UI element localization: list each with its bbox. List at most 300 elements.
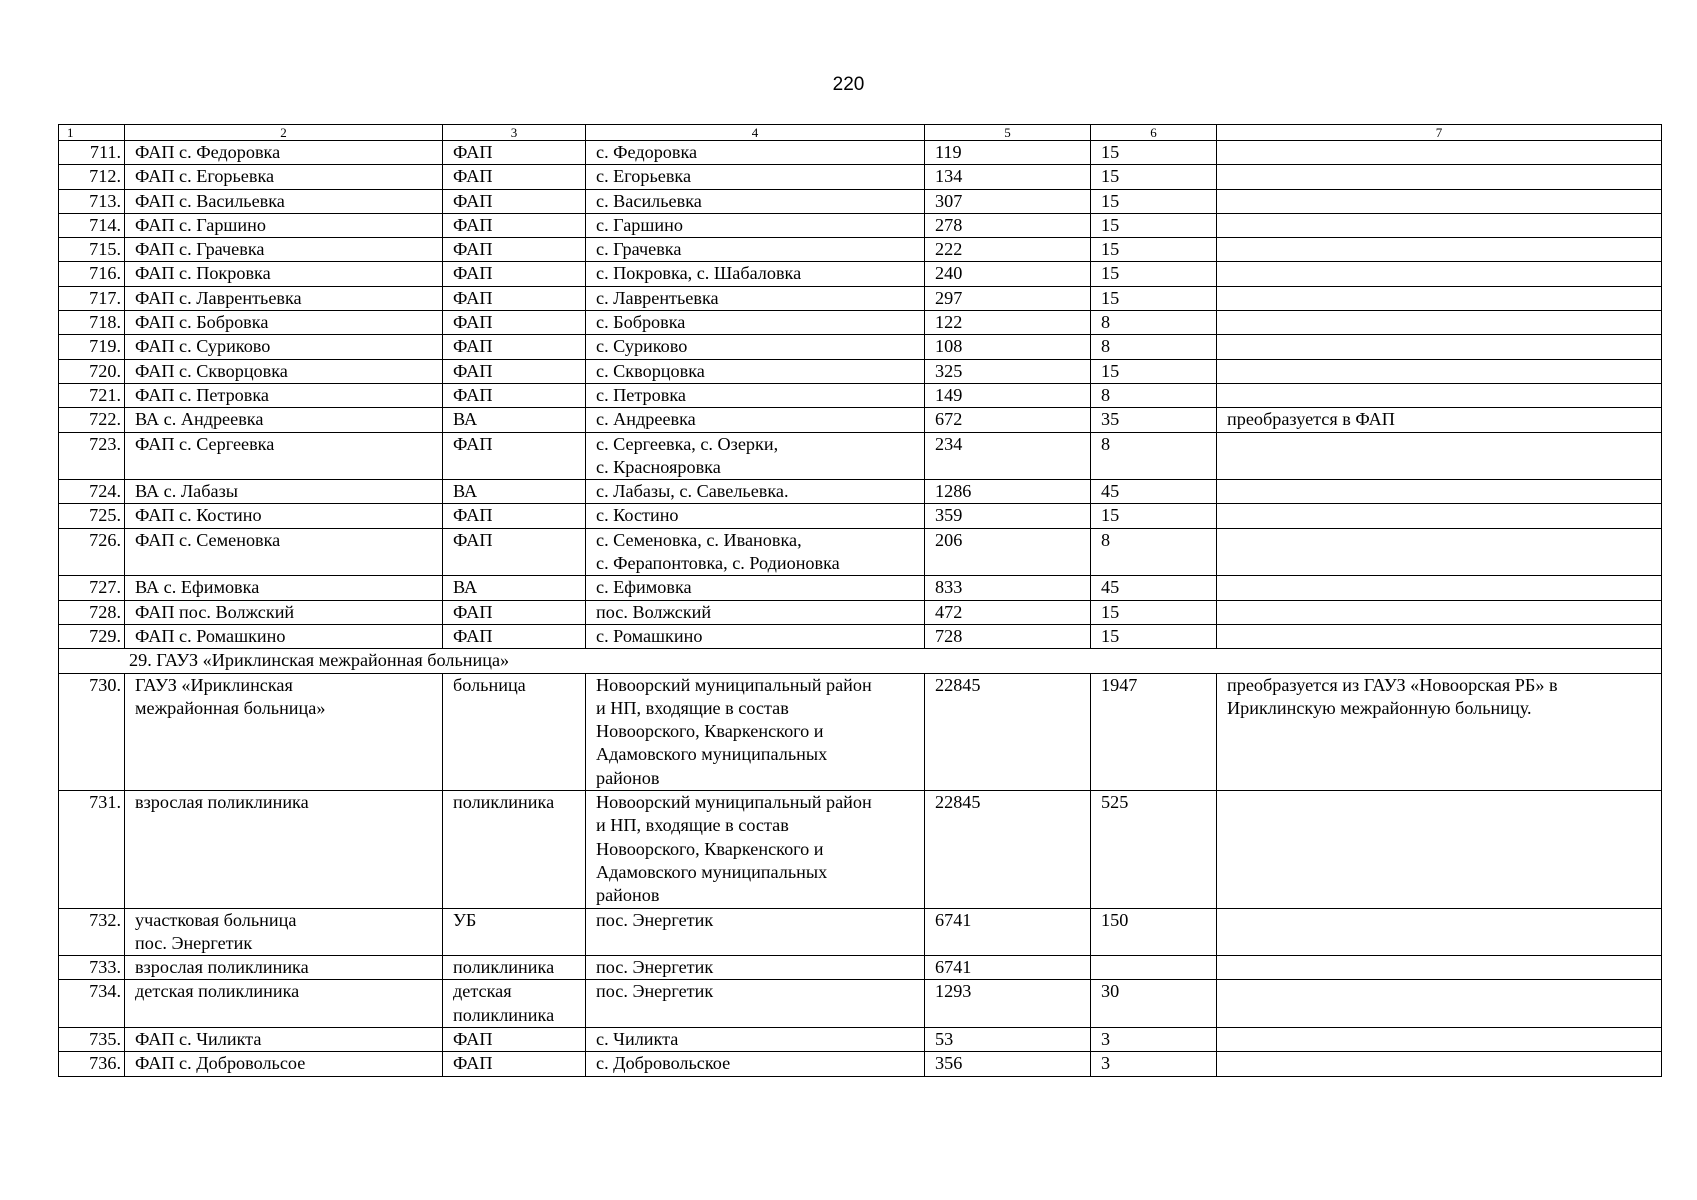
facility-name-line: ФАП с. Грачевка (135, 239, 265, 260)
staff-cell: 15 (1091, 262, 1217, 286)
row-number-cell: 733. (59, 956, 125, 980)
facility-type-cell (443, 600, 586, 624)
facility-type-cell (443, 213, 586, 237)
service-area-cell (586, 480, 925, 504)
service-area-cell (586, 980, 925, 1028)
service-area-cell (586, 528, 925, 576)
facility-type-cell (443, 432, 586, 480)
page-number: 220 (832, 74, 865, 95)
population-cell: 6741 (925, 908, 1091, 956)
row-number-cell: 721. (59, 383, 125, 407)
facility-type-line: ФАП (453, 336, 493, 357)
column-header-1: 1 (59, 125, 125, 141)
facility-type-cell (443, 1052, 586, 1076)
row-number-cell: 727. (59, 576, 125, 600)
service-area-line: Новоорского, Кваркенского и (596, 838, 824, 859)
note-cell (1217, 286, 1662, 310)
service-area-cell (586, 383, 925, 407)
facility-name-cell (125, 528, 443, 576)
staff-cell: 15 (1091, 286, 1217, 310)
note-cell (1217, 432, 1662, 480)
facility-type-cell (443, 238, 586, 262)
facility-type-line: ФАП (453, 287, 493, 308)
note-cell (1217, 576, 1662, 600)
population-cell: 234 (925, 432, 1091, 480)
facility-name-line: взрослая поликлиника (135, 957, 309, 978)
row-number-cell: 711. (59, 141, 125, 165)
table-row (59, 432, 1662, 480)
row-number-cell: 728. (59, 600, 125, 624)
service-area-line: с. Ромашкино (596, 625, 703, 646)
facility-type-cell (443, 791, 586, 908)
service-area-line: с. Ефимовка (596, 577, 692, 598)
service-area-cell (586, 432, 925, 480)
facility-type-line: ФАП (453, 214, 493, 235)
facility-type-line: ФАП (453, 142, 493, 162)
service-area-line: пос. Волжский (596, 601, 712, 622)
rows-before-section (59, 141, 1662, 649)
note-cell (1217, 165, 1662, 189)
row-number-cell: 730. (59, 673, 125, 790)
service-area-cell (586, 189, 925, 213)
facilities-table (58, 124, 1662, 1077)
facility-type-cell (443, 956, 586, 980)
table-row (59, 791, 1662, 908)
table-row (59, 189, 1662, 213)
row-number-cell: 734. (59, 980, 125, 1028)
facility-name-line: взрослая поликлиника (135, 792, 309, 813)
facility-name-cell (125, 311, 443, 335)
facility-name-line: ФАП с. Егорьевка (135, 166, 275, 187)
facility-name-line: ВА с. Лабазы (135, 481, 238, 502)
facility-name-cell (125, 432, 443, 480)
row-number-cell: 732. (59, 908, 125, 956)
facility-type-cell (443, 624, 586, 648)
column-header-6: 6 (1091, 125, 1217, 141)
service-area-line: с. Бобровка (596, 312, 686, 333)
service-area-line: Новоорский муниципальный район (596, 792, 872, 813)
staff-cell: 45 (1091, 576, 1217, 600)
facility-type-line: ФАП (453, 529, 493, 550)
service-area-cell (586, 311, 925, 335)
row-number-cell: 720. (59, 359, 125, 383)
population-cell: 307 (925, 189, 1091, 213)
service-area-line: с. Лаврентьевка (596, 287, 719, 308)
service-area-cell (586, 504, 925, 528)
staff-cell: 30 (1091, 980, 1217, 1028)
column-header-7: 7 (1217, 125, 1662, 141)
staff-cell: 35 (1091, 408, 1217, 432)
note-cell (1217, 624, 1662, 648)
facility-name-cell (125, 238, 443, 262)
staff-cell: 15 (1091, 359, 1217, 383)
service-area-line: с. Петровка (596, 384, 686, 405)
facility-name-line: ФАП с. Лаврентьевка (135, 287, 302, 308)
facility-type-line: поликлиника (453, 957, 555, 978)
staff-cell: 150 (1091, 908, 1217, 956)
staff-cell: 15 (1091, 504, 1217, 528)
facility-type-line: УБ (453, 909, 477, 930)
table-row (59, 956, 1662, 980)
section-heading: 29. ГАУЗ «Ириклинская межрайонная больница» (59, 649, 1662, 673)
row-number-cell: 729. (59, 624, 125, 648)
service-area-cell (586, 791, 925, 908)
population-cell: 278 (925, 213, 1091, 237)
facility-name-line: участковая больница (135, 909, 297, 930)
service-area-cell (586, 286, 925, 310)
table-header (59, 125, 1662, 141)
service-area-line: Адамовского муниципальных (596, 861, 828, 882)
service-area-cell (586, 238, 925, 262)
table-row (59, 600, 1662, 624)
facility-name-line: ФАП с. Костино (135, 505, 262, 526)
service-area-line: с. Краснояровка (596, 456, 721, 477)
staff-cell: 1947 (1091, 673, 1217, 790)
service-area-line: с. Гаршино (596, 214, 683, 235)
population-cell: 297 (925, 286, 1091, 310)
row-number-cell: 726. (59, 528, 125, 576)
service-area-line: с. Андреевка (596, 409, 696, 430)
rows-after-section (59, 673, 1662, 1076)
facility-type-cell (443, 262, 586, 286)
service-area-line: с. Покровка, с. Шабаловка (596, 263, 802, 284)
table-row (59, 480, 1662, 504)
table-row (59, 335, 1662, 359)
facility-name-cell (125, 335, 443, 359)
population-cell: 833 (925, 576, 1091, 600)
note-cell (1217, 504, 1662, 528)
facility-type-cell (443, 504, 586, 528)
column-header-2: 2 (125, 125, 443, 141)
facility-name-cell (125, 189, 443, 213)
staff-cell: 8 (1091, 528, 1217, 576)
population-cell: 240 (925, 262, 1091, 286)
service-area-cell (586, 262, 925, 286)
facility-type-line: ФАП (453, 601, 493, 622)
service-area-cell (586, 600, 925, 624)
staff-cell: 15 (1091, 141, 1217, 165)
service-area-line: с. Васильевка (596, 190, 702, 211)
row-number-cell: 717. (59, 286, 125, 310)
facility-type-line: ФАП (453, 239, 493, 260)
population-cell: 6741 (925, 956, 1091, 980)
facility-type-cell (443, 383, 586, 407)
note-cell (1217, 480, 1662, 504)
table-row (59, 624, 1662, 648)
row-number-cell: 735. (59, 1027, 125, 1051)
staff-cell: 15 (1091, 600, 1217, 624)
facility-type-cell (443, 286, 586, 310)
note-cell (1217, 335, 1662, 359)
population-cell: 325 (925, 359, 1091, 383)
facility-name-cell (125, 576, 443, 600)
row-number-cell: 724. (59, 480, 125, 504)
facility-type-line: ВА (453, 577, 478, 598)
note-cell (1217, 1027, 1662, 1051)
facility-name-cell (125, 791, 443, 908)
facility-type-cell (443, 480, 586, 504)
service-area-cell (586, 1027, 925, 1051)
note-cell (1217, 262, 1662, 286)
table-row (59, 528, 1662, 576)
facility-type-line: ФАП (453, 433, 493, 454)
facility-name-cell (125, 624, 443, 648)
population-cell: 119 (925, 141, 1091, 165)
table-row (59, 1052, 1662, 1076)
facility-name-cell (125, 980, 443, 1028)
service-area-line: с. Егорьевка (596, 166, 692, 187)
table-row (59, 262, 1662, 286)
service-area-line: Новоорского, Кваркенского и (596, 721, 824, 742)
facility-type-cell (443, 335, 586, 359)
facility-type-line: ФАП (453, 360, 493, 381)
population-cell: 672 (925, 408, 1091, 432)
facility-type-line: ВА (453, 481, 478, 502)
population-cell: 22845 (925, 673, 1091, 790)
service-area-cell (586, 165, 925, 189)
facility-type-line: ФАП (453, 1028, 493, 1049)
service-area-line: с. Грачевка (596, 239, 682, 260)
service-area-cell (586, 359, 925, 383)
table-row (59, 504, 1662, 528)
facility-type-line: ФАП (453, 625, 493, 646)
facility-type-line: ФАП (453, 166, 493, 187)
note-cell (1217, 359, 1662, 383)
staff-cell: 15 (1091, 624, 1217, 648)
service-area-cell (586, 213, 925, 237)
facility-type-cell (443, 528, 586, 576)
service-area-cell (586, 956, 925, 980)
service-area-line: с. Семеновка, с. Ивановка, (596, 529, 802, 550)
facility-type-cell (443, 1027, 586, 1051)
service-area-line: с. Добровольское (596, 1053, 731, 1074)
column-header-4: 4 (586, 125, 925, 141)
service-area-line: и НП, входящие в состав (596, 697, 789, 718)
staff-cell: 525 (1091, 791, 1217, 908)
service-area-line: с. Федоровка (596, 142, 698, 162)
facility-name-line: ВА с. Ефимовка (135, 577, 260, 598)
population-cell: 122 (925, 311, 1091, 335)
facility-type-line: поликлиника (453, 1004, 555, 1025)
staff-cell: 8 (1091, 335, 1217, 359)
service-area-line: с. Чиликта (596, 1028, 679, 1049)
service-area-cell (586, 908, 925, 956)
staff-cell: 45 (1091, 480, 1217, 504)
service-area-line: с. Скворцовка (596, 360, 705, 381)
facility-name-cell (125, 504, 443, 528)
facility-type-cell (443, 408, 586, 432)
facility-name-line: ФАП с. Скворцовка (135, 360, 288, 381)
table-row (59, 1027, 1662, 1051)
facility-name-cell (125, 286, 443, 310)
service-area-cell (586, 141, 925, 165)
facility-name-cell (125, 141, 443, 165)
section-heading-group (59, 649, 1662, 673)
service-area-line: пос. Энергетик (596, 981, 714, 1002)
table-row (59, 213, 1662, 237)
table-row (59, 141, 1662, 165)
staff-cell: 15 (1091, 165, 1217, 189)
facility-name-line: ФАП с. Бобровка (135, 312, 269, 333)
facility-name-line: ФАП с. Чиликта (135, 1028, 262, 1049)
facility-type-line: ФАП (453, 1053, 493, 1074)
note-cell (1217, 141, 1662, 165)
facility-type-line: поликлиника (453, 792, 555, 813)
service-area-line: с. Сергеевка, с. Озерки, (596, 433, 779, 454)
note-line: преобразуется в ФАП (1227, 409, 1395, 430)
table-row (59, 286, 1662, 310)
population-cell: 206 (925, 528, 1091, 576)
column-header-5: 5 (925, 125, 1091, 141)
service-area-line: с. Лабазы, с. Савельевка. (596, 481, 789, 502)
table-row (59, 673, 1662, 790)
note-cell (1217, 908, 1662, 956)
note-cell (1217, 791, 1662, 908)
facility-name-line: ГАУЗ «Ириклинская (135, 674, 293, 695)
service-area-line: пос. Энергетик (596, 909, 714, 930)
staff-cell: 15 (1091, 238, 1217, 262)
note-cell (1217, 238, 1662, 262)
facility-name-line: ФАП с. Семеновка (135, 529, 281, 550)
note-cell (1217, 311, 1662, 335)
table-row (59, 908, 1662, 956)
facility-name-cell (125, 359, 443, 383)
service-area-line: с. Ферапонтовка, с. Родионовка (596, 553, 840, 574)
service-area-line: с. Костино (596, 505, 679, 526)
population-cell: 359 (925, 504, 1091, 528)
facility-name-line: ФАП с. Петровка (135, 384, 269, 405)
facility-type-cell (443, 311, 586, 335)
staff-cell: 8 (1091, 432, 1217, 480)
facility-type-line: ФАП (453, 190, 493, 211)
facility-name-line: пос. Энергетик (135, 932, 253, 953)
row-number-cell: 718. (59, 311, 125, 335)
facility-type-line: детская (453, 981, 512, 1002)
facility-name-line: ФАП с. Добровольсое (135, 1053, 306, 1074)
facility-name-line: межрайонная больница» (135, 697, 326, 718)
facility-name-line: детская поликлиника (135, 981, 300, 1002)
facility-type-cell (443, 673, 586, 790)
facility-name-line: ВА с. Андреевка (135, 409, 264, 430)
facility-type-cell (443, 576, 586, 600)
facility-name-cell (125, 383, 443, 407)
facility-name-line: ФАП пос. Волжский (135, 601, 295, 622)
population-cell: 22845 (925, 791, 1091, 908)
table-row (59, 383, 1662, 407)
service-area-line: и НП, входящие в состав (596, 815, 789, 836)
note-cell (1217, 600, 1662, 624)
facility-type-line: ФАП (453, 312, 493, 333)
service-area-line: Адамовского муниципальных (596, 744, 828, 765)
note-cell (1217, 956, 1662, 980)
facility-name-line: ФАП с. Ромашкино (135, 625, 286, 646)
population-cell: 222 (925, 238, 1091, 262)
row-number-cell: 722. (59, 408, 125, 432)
facility-type-cell (443, 165, 586, 189)
staff-cell: 3 (1091, 1027, 1217, 1051)
staff-cell: 15 (1091, 213, 1217, 237)
row-number-cell: 714. (59, 213, 125, 237)
column-number-row (59, 125, 1662, 141)
row-number-cell: 725. (59, 504, 125, 528)
facility-type-cell (443, 980, 586, 1028)
row-number-cell: 712. (59, 165, 125, 189)
section-heading-row (59, 649, 1662, 673)
population-cell: 134 (925, 165, 1091, 189)
note-cell (1217, 408, 1662, 432)
facility-name-line: ФАП с. Васильевка (135, 190, 285, 211)
facility-name-line: ФАП с. Гаршино (135, 214, 266, 235)
service-area-line: Новоорский муниципальный район (596, 674, 872, 695)
service-area-line: пос. Энергетик (596, 957, 714, 978)
facility-name-line: ФАП с. Федоровка (135, 142, 281, 162)
population-cell: 356 (925, 1052, 1091, 1076)
population-cell: 1293 (925, 980, 1091, 1028)
facility-name-cell (125, 165, 443, 189)
note-cell (1217, 1052, 1662, 1076)
note-cell (1217, 980, 1662, 1028)
population-cell: 472 (925, 600, 1091, 624)
staff-cell: 8 (1091, 383, 1217, 407)
note-cell (1217, 383, 1662, 407)
table-row (59, 408, 1662, 432)
table-row (59, 576, 1662, 600)
row-number-cell: 713. (59, 189, 125, 213)
facility-type-line: больница (453, 674, 526, 695)
table-row (59, 359, 1662, 383)
service-area-cell (586, 624, 925, 648)
service-area-cell (586, 1052, 925, 1076)
table-row (59, 980, 1662, 1028)
row-number-cell: 716. (59, 262, 125, 286)
service-area-line: районов (596, 767, 660, 788)
table-row (59, 238, 1662, 262)
staff-cell: 3 (1091, 1052, 1217, 1076)
row-number-cell: 719. (59, 335, 125, 359)
facility-name-cell (125, 262, 443, 286)
service-area-line: районов (596, 885, 660, 906)
table-row (59, 165, 1662, 189)
note-cell (1217, 528, 1662, 576)
row-number-cell: 715. (59, 238, 125, 262)
service-area-cell (586, 408, 925, 432)
facility-type-cell (443, 189, 586, 213)
population-cell: 53 (925, 1027, 1091, 1051)
facility-type-cell (443, 908, 586, 956)
facility-type-cell (443, 359, 586, 383)
facility-type-cell (443, 141, 586, 165)
facility-name-cell (125, 908, 443, 956)
column-header-3: 3 (443, 125, 586, 141)
population-cell: 1286 (925, 480, 1091, 504)
service-area-cell (586, 576, 925, 600)
facility-name-cell (125, 480, 443, 504)
service-area-cell (586, 673, 925, 790)
facility-name-line: ФАП с. Сергеевка (135, 433, 275, 454)
facility-type-line: ФАП (453, 505, 493, 526)
note-cell (1217, 189, 1662, 213)
population-cell: 149 (925, 383, 1091, 407)
row-number-cell: 723. (59, 432, 125, 480)
staff-cell: 15 (1091, 189, 1217, 213)
facility-name-cell (125, 1027, 443, 1051)
facility-type-line: ФАП (453, 263, 493, 284)
population-cell: 728 (925, 624, 1091, 648)
note-line: преобразуется из ГАУЗ «Новоорская РБ» в (1227, 674, 1558, 695)
facility-name-cell (125, 673, 443, 790)
table-row (59, 311, 1662, 335)
service-area-cell (586, 335, 925, 359)
